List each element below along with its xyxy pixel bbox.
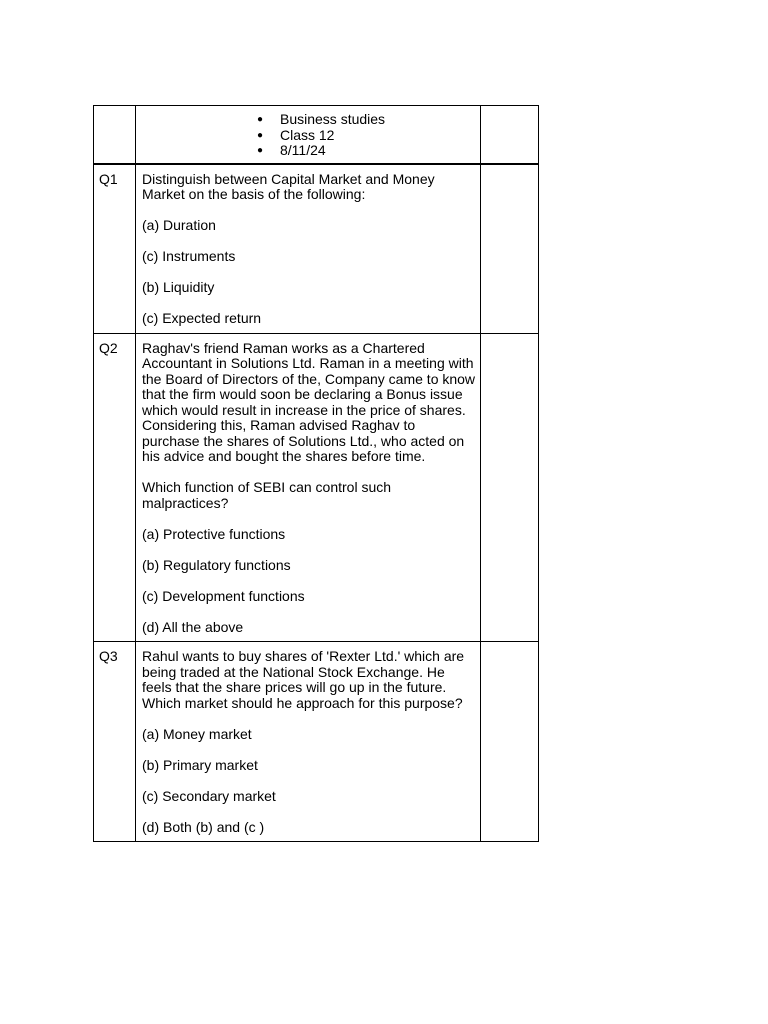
header-marks-cell — [481, 106, 539, 164]
question-number-cell — [94, 164, 136, 334]
question-row-q3 — [94, 642, 539, 842]
question-row-q1 — [94, 164, 539, 334]
date-label: ● 8/11/24 — [136, 143, 480, 159]
question-text: Rahul wants to buy shares of 'Rexter Ltd.' which are being traded at the National Stock Exchange. He feels that the share prices will go up in the future. Which market should he approach for this purpose? — [142, 648, 465, 711]
header-info-list — [136, 106, 480, 163]
header-info-cell — [136, 106, 481, 164]
question-number-cell — [94, 642, 136, 842]
option-text: (b) Liquidity — [142, 279, 215, 295]
question-row-q2 — [94, 333, 539, 642]
option-text: (a) Money market — [142, 725, 252, 742]
option-text: (c) Development functions — [142, 587, 305, 604]
option-text: (c) Expected return — [142, 310, 262, 326]
question-body-cell — [136, 333, 481, 642]
option-text: (d) All the above — [142, 618, 244, 635]
header-number-cell — [94, 106, 136, 164]
question-text: Distinguish between Capital Market and Money Market on the basis of the following: — [142, 170, 435, 202]
question-body — [136, 165, 480, 333]
marks-cell — [481, 164, 539, 334]
option-text: (b) Regulatory functions — [142, 556, 291, 573]
question-body — [136, 642, 480, 841]
subject-label: ● Business studies — [136, 112, 480, 128]
header-row — [94, 106, 539, 164]
option-text: (a) Duration — [142, 217, 216, 233]
option-text: (a) Protective functions — [142, 525, 286, 542]
option-text: (b) Primary market — [142, 756, 258, 773]
question-number: Q3 — [99, 648, 118, 664]
option-text: (c) Instruments — [142, 248, 236, 264]
option-text: (d) Both (b) and (c ) — [142, 818, 265, 835]
question-text: Raghav's friend Raman works as a Chartered Accountant in Solutions Ltd. Raman in a meeting with the Board of Directors of the, Company came to know that the firm would soon be declaring a Bonus issue which would result in increase in the price of shares. Considering this, Raman advised Raghav to purchase the shares of Solutions Ltd., who acted on his advice and bought the shares before time. — [142, 339, 476, 464]
option-text: (c) Secondary market — [142, 787, 276, 804]
question-body-cell — [136, 642, 481, 842]
question-body — [136, 334, 480, 642]
question-body-cell — [136, 164, 481, 334]
question-prompt: Which function of SEBI can control such malpractices? — [142, 479, 392, 511]
class-label: ● Class 12 — [136, 128, 480, 144]
marks-cell — [481, 333, 539, 642]
marks-cell — [481, 642, 539, 842]
question-number: Q1 — [99, 170, 118, 187]
question-number: Q2 — [99, 339, 118, 356]
question-table — [93, 105, 539, 842]
question-number-cell — [94, 333, 136, 642]
